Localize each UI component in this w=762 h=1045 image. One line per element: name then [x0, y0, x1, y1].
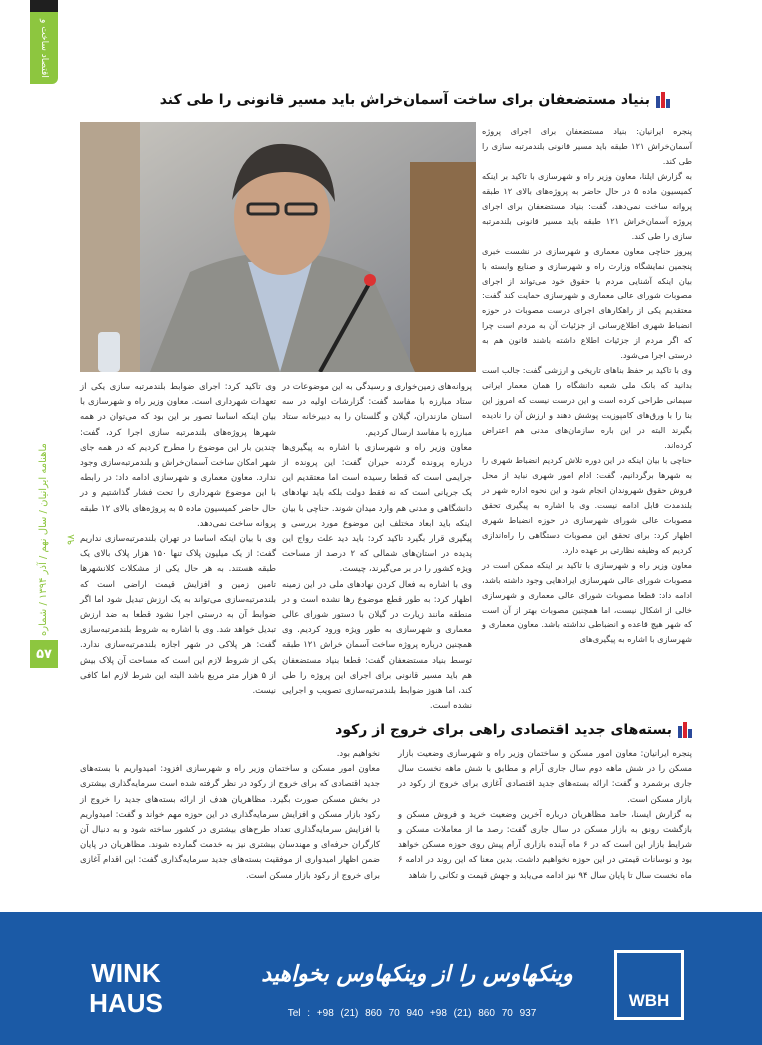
winkhaus-logo-line2: HAUS [89, 988, 163, 1018]
wbh-logo: WBH [614, 950, 684, 1020]
bar-chart-icon [678, 722, 692, 738]
article2-title [232, 722, 692, 738]
winkhaus-logo-line1: WINK [91, 958, 161, 988]
portrait-illustration [80, 122, 476, 372]
article1-column-left: وی تاکید کرد: اجرای ضوابط بلندمرتبه سازی یکی از تعهدات شهرداری است. معاون وزیر راه و شهرسازی با بیان اینکه اساسا تصور بر این بود که می‌توان در همه شهرها پروژه‌های بلندمرتبه سازی اجرا کرد، گفت: چندین بار این موضوع را مطرح کردیم که در همه جای شهر امکان ساخت آسمان‌خراش و بلندمرتبه‌سازی وجود ندارد. معاون معماری و شهرسازی ادامه داد: در رابطه با این موضوع شهرداری را تحت فشار گذاشتیم و در حال حاضر کمیسیون ماده ۵ به پروژه‌های بالای ۱۲ طبقه پروانه ساخت نمی‌دهد. وی با بیان اینکه اساسا در تهران بلندمرتبه‌سازی نداریم گفت: از یک میلیون پلاک تنها ۱۵۰ هزار پلاک بالای یک طبقه هستند. به هر حال یکی از مشکلات کلانشهرها تامین زمین و افزایش قیمت اراضی است که بلندمرتبه‌سازی می‌تواند به یک ارزش تبدیل شود اما اگر ضوابط آن به درستی اجرا نشود قطعا به ضد ارزش تبدیل خواهد شد. وی با اشاره به شروط بلندمرتبه‌سازی گفت: هر پلاکی در شهر اجازه بلندمرتبه‌سازی ندارد. یکی از شروط لازم این است که مساحت آن پلاک بیش از ۵ هزار متر مربع باشد البته این شرط لازم اما کافی نیست. [80, 382, 277, 697]
running-title: ماهنامه ایرانیان / سال نهم / آذر ۱۳۹۴ / شماره ۹۸ [38, 443, 77, 637]
section-tab: اقتصاد ساخت و ساز [30, 12, 58, 84]
article1-title-text: بنیاد مستضعفان برای ساخت آسمان‌خراش باید مسیر قانونی را طی کند [159, 92, 650, 108]
article1-column-middle: پروانه‌های زمین‌خواری و رسیدگی به این موضوعات در ستاد مبارزه با مفاسد گفت: گزارشات اولیه در سه استان مازندران، گیلان و گلستان را به دبیرخانه ستاد مبارزه با مفاسد ارسال کردیم. معاون وزیر راه و شهرسازی با اشاره به پیگیری‌ها درباره پرونده گردنه حیران گفت: این پرونده از جرایمی است که قطعا رسیده است اما معتقدیم این یک جریانی است که نه فقط دولت بلکه باید نهادهای دانشگاهی و مدنی هم وارد میدان شوند. حناچی با بیان اینکه باید ابعاد مختلف این موضوع مورد بررسی و پیگیری قرار بگیرد تاکید کرد: باید دید علت رواج این پدیده در استان‌های شمالی که ۲ درصد از مساحت ویژه کشور را در بر می‌گیرند، چیست. وی با اشاره به فعال کردن نهادهای ملی در این زمینه اظهار کرد: به طور قطع موضوع رها نشده است و در منطقه مانند زیارت در گیلان با دستور شورای عالی معماری و شهرسازی به طور ویژه ورود کردیم. وی همچنین درباره پروژه ساخت آسمان خراش ۱۲۱ طبقه توسط بنیاد مستضعفان گفت: قطعا بنیاد مستضعفان هم باید مسیر قانونی برای اجرای این پروژه را طی کند، اما هنوز ضوابط بلندمرتبه‌سازی تصویب و اجرایی نشده است. [282, 382, 473, 712]
footer-slogan: وینکهاوس را از وینکهاوس بخواهید [261, 962, 573, 987]
article2-title-text: بسته‌های جدید اقتصادی راهی برای خروج از رکود [335, 722, 672, 738]
winkhaus-logo [84, 958, 168, 1022]
article1-title [60, 92, 670, 108]
article2-column-right: پنجره ایرانیان: معاون امور مسکن و ساختمان وزیر راه و شهرسازی وضعیت بازار مسکن را در شش ماهه دوم سال جاری آرام و مطابق با شش ماهه نخست سال جاری برشمرد و گفت: ارائه بسته‌های جدید اقتصادی آغازی برای خروج از رکود در بازار مسکن است. به گزارش ایسنا، حامد مظاهریان درباره آخرین وضعیت خرید و فروش مسکن و بازگشت رونق به بازار مسکن در سال جاری گفت: رصد ما از معاملات مسکن و شرایط بازار این است که در ۶ ماه آینده بازاری آرام پیش روی حوزه مسکن خواهد بود و نوسانات قیمتی در این حوزه نخواهیم داشت. بدین معنا که این روند در ادامه ۶ ماه نخست سال تا پایان سال ۹۴ نیز ادامه می‌یابد و جهش قیمت و تکانی را شاهد [398, 749, 692, 881]
article-photo [80, 122, 476, 372]
bar-chart-icon [656, 92, 670, 108]
footer-phone: Tel : +98 (21) 860 70 940 +98 (21) 860 70 937 [287, 1008, 537, 1019]
page-number: ۵۷ [30, 640, 58, 668]
top-black-strip [30, 0, 58, 12]
article2-column-left: نخواهیم بود. معاون امور مسکن و ساختمان وزیر راه و شهرسازی افزود: امیدواریم با بسته‌های جدید اقتصادی که برای خروج از رکود در نظر گرفته شده است سرمایه‌گذاری بیشتری در بخش مسکن صورت بگیرد. مظاهریان هدف از ارائه بسته‌های جدید را خروج از رکود بازار مسکن و افزایش سرمایه‌گذاری در این حوزه مهم خواند و گفت: امیدواریم با افزایش سرمایه‌گذاری تعداد طرح‌های بیشتری در کشور ساخته شود و به دنبال آن کارگران حرفه‌ای و مهندسان بیشتری نیز به خدمت گمارده شوند. مظاهریان در پایان ضمن اظهار امیدواری از موفقیت بسته‌های جدید سرمایه‌گذاری گفت: این اقدام آغازی برای خروج از رکود بازار مسکن است. [80, 749, 380, 881]
article1-column-right: پنجره ایرانیان: بنیاد مستضعفان برای اجرای پروژه آسمان‌خراش ۱۲۱ طبقه باید مسیر قانونی بلندمرتبه سازی را طی کند. به گزارش ایلنا، معاون وزیر راه و شهرسازی با تاکید بر اینکه کمیسیون ماده ۵ در حال حاضر به پروژه‌های بالای ۱۲ طبقه پروانه ساخت نمی‌دهد، گفت: بنیاد مستضعفان برای اجرای پروژه آسمان‌خراش ۱۲۱ طبقه باید مسیر قانونی بلندمرتبه سازی را طی کند. پیروز حناچی معاون معماری و شهرسازی در نشست خبری پنجمین نمایشگاه وزارت راه و شهرسازی و صنایع وابسته با بیان اینکه آشنایی مردم با حقوق خود می‌تواند از اجرای مصوبات شورای عالی معماری و شهرسازی حمایت کند گفت: معتقدیم یکی از راهکارهای اجرای درست مصوبات در حوزه انضباط شهری اطلاع‌رسانی از جزئیات آن به مردم است چرا که اگر مردم از جزئیات اطلاع داشته باشند قانون هم به درستی اجرا می‌شود. وی با تاکید بر حفظ بناهای تاریخی و ارزشی گفت: جالب است بدانید که بانک ملی شعبه دانشگاه را همان معمار ایرانی سیمانی طراحی کرده است و این درست نیست که امروز این بنا را با ورق‌های کامپوزیت پوشش دهند و ارزش آن را نادیده بگیرند البته در این باره سازمان‌های مدنی هم اعتراض کرده‌اند. حناچی با بیان اینکه در این دوره تلاش کردیم انضباط شهری را به شهرها برگردانیم، گفت: ادام امور شهری نباید از محل فروش حقوق شهروندان انجام شود و این نحوه اداره شهر در بلندمدت قابل ادامه نیست. وی با اشاره به پیگیری تحقق مصوبات عالی شورای شهرسازی در حوزه انضباط شهری اظهار کرد: برای تحقق این مصوبات دستگاهی را راه‌اندازی کردیم که وظیفه نظارتی بر عهده دارد. معاون وزیر راه و شهرسازی با تاکید بر اینکه ممکن است در مصوبات شورای عالی شهرسازی ایرادهایی وجود داشته باشد، ادامه داد: قطعا مصوبات شورای عالی معماری و شهرسازی خالی از اشکال نیست، اما همچنین مصوبات بهتر از آن است که شهر هیچ قاعده و انضباطی نداشته باشد. معاون معماری و شهرسازی با اشاره به پیگیری‌های [482, 126, 693, 645]
